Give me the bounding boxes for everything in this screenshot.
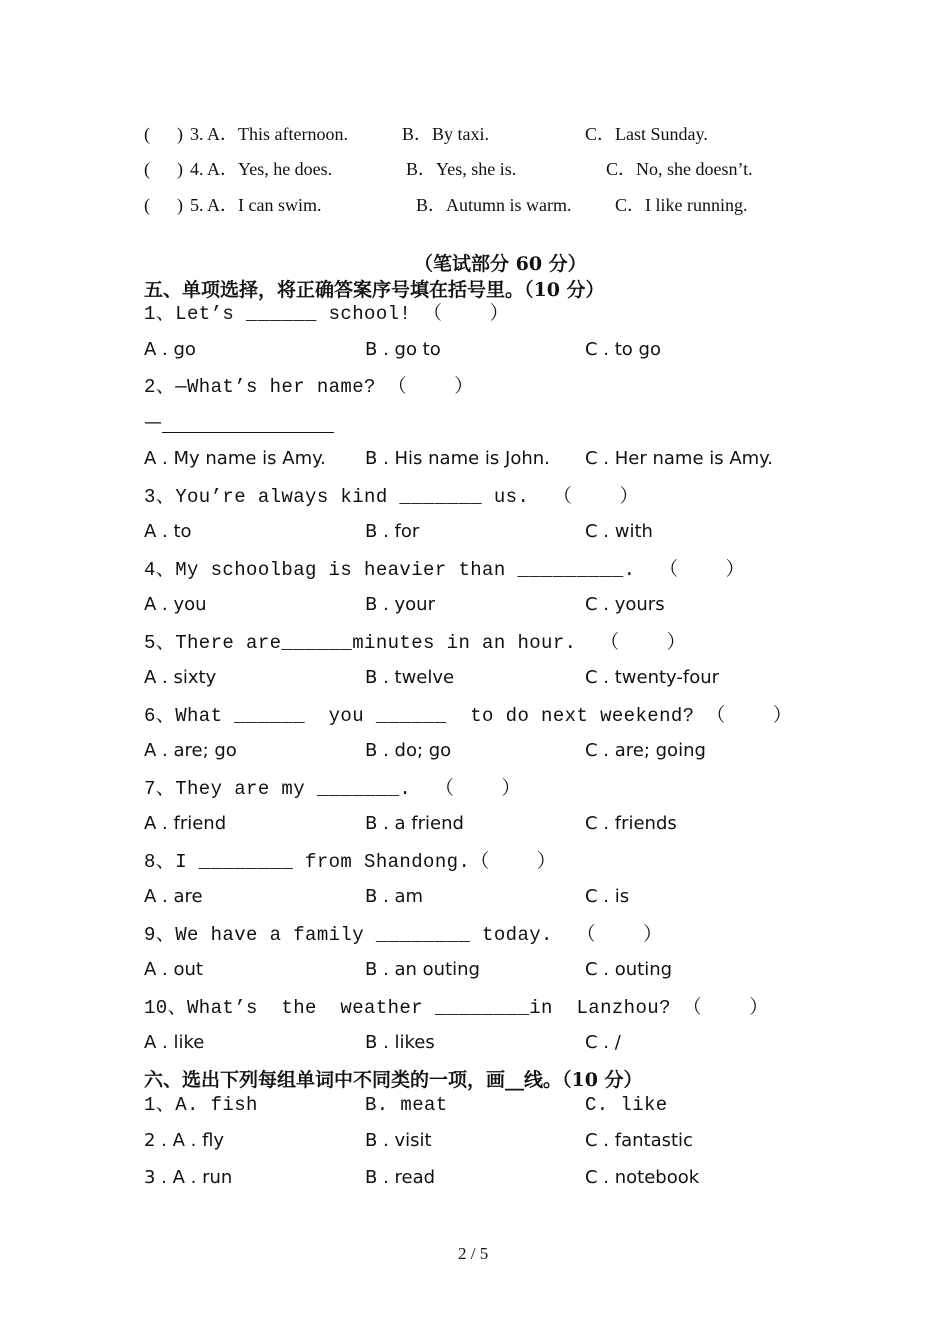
option-b: B . go to (365, 339, 441, 360)
option-c: C . are; going (585, 740, 706, 761)
question-stem: 8、I ________ from Shandong.（ ） (144, 851, 557, 873)
question-stem: 5、There are______minutes in an hour. （ ） (144, 632, 687, 654)
word-option-c: C . fantastic (585, 1130, 693, 1151)
option-a: A . are; go (144, 740, 237, 761)
word-option-c: C. like (585, 1094, 668, 1116)
answer-paren: ( ) (144, 124, 183, 144)
section6-heading: 六、选出下列每组单词中不同类的一项，画__线。（10 分） (144, 1069, 643, 1091)
answer-dash: — (144, 412, 162, 433)
option-a: A . to (144, 521, 192, 542)
option-a: A . sixty (144, 667, 217, 688)
question-option-b: B．Yes, she is. (406, 159, 517, 179)
question-option-c: C．Last Sunday. (585, 124, 708, 144)
option-a: A . like (144, 1032, 205, 1053)
option-b: B . an outing (365, 959, 480, 980)
section5-heading: 五、单项选择，将正确答案序号填在括号里。（10 分） (144, 279, 605, 301)
word-option-b: B. meat (365, 1094, 448, 1116)
word-option-a: 2 . A . fly (144, 1130, 225, 1151)
option-a: A . friend (144, 813, 227, 834)
page-number: 2 / 5 (458, 1244, 489, 1263)
option-a: A . out (144, 959, 203, 980)
word-option-b: B . read (365, 1167, 436, 1188)
question-stem: 2、—What’s her name? （ ） (144, 376, 474, 398)
question-stem: 10、What’s the weather ________in Lanzhou? （ ） (144, 997, 769, 1019)
answer-paren: ( ) (144, 195, 183, 215)
option-b: B . your (365, 594, 435, 615)
option-a: A . My name is Amy. (144, 448, 326, 469)
question-option-a: 4. A．Yes, he does. (190, 159, 333, 179)
question-stem: 3、You’re always kind _______ us. （ ） (144, 486, 639, 508)
option-c: C . is (585, 886, 630, 907)
option-b: B . am (365, 886, 424, 907)
question-stem: 7、They are my _______. （ ） (144, 778, 521, 800)
question-option-b: B．Autumn is warm. (416, 195, 572, 215)
question-option-a: 3. A．This afternoon. (190, 124, 348, 144)
option-b: B . a friend (365, 813, 464, 834)
answer-blank-line (162, 432, 334, 433)
word-option-a: 3 . A . run (144, 1167, 233, 1188)
option-c: C . / (585, 1032, 621, 1053)
question-stem: 6、What ______ you ______ to do next weekend? （ ） (144, 705, 793, 727)
option-b: B . likes (365, 1032, 435, 1053)
option-c: C . outing (585, 959, 673, 980)
option-b: B . do; go (365, 740, 452, 761)
option-c: C . to go (585, 339, 661, 360)
written-part-title: （笔试部分 60 分） (414, 253, 587, 275)
option-b: B . twelve (365, 667, 455, 688)
question-stem: 1、Let’s ______ school! （ ） (144, 303, 510, 325)
word-option-b: B . visit (365, 1130, 432, 1151)
answer-paren: ( ) (144, 159, 183, 179)
option-c: C . Her name is Amy. (585, 448, 773, 469)
option-c: C . twenty-four (585, 667, 720, 688)
question-option-a: 5. A．I can swim. (190, 195, 322, 215)
word-option-c: C . notebook (585, 1167, 700, 1188)
option-a: A . are (144, 886, 203, 907)
question-option-c: C．No, she doesn’t. (606, 159, 753, 179)
word-option-a: 1、A. fish (144, 1094, 258, 1116)
option-a: A . go (144, 339, 196, 360)
option-a: A . you (144, 594, 207, 615)
option-b: B . for (365, 521, 420, 542)
question-option-b: B．By taxi. (402, 124, 490, 144)
option-c: C . with (585, 521, 653, 542)
question-option-c: C．I like running. (615, 195, 748, 215)
option-c: C . yours (585, 594, 665, 615)
question-stem: 9、We have a family ________ today. （ ） (144, 924, 663, 946)
option-b: B . His name is John. (365, 448, 550, 469)
option-c: C . friends (585, 813, 677, 834)
question-stem: 4、My schoolbag is heavier than _________. （ ） (144, 559, 746, 581)
